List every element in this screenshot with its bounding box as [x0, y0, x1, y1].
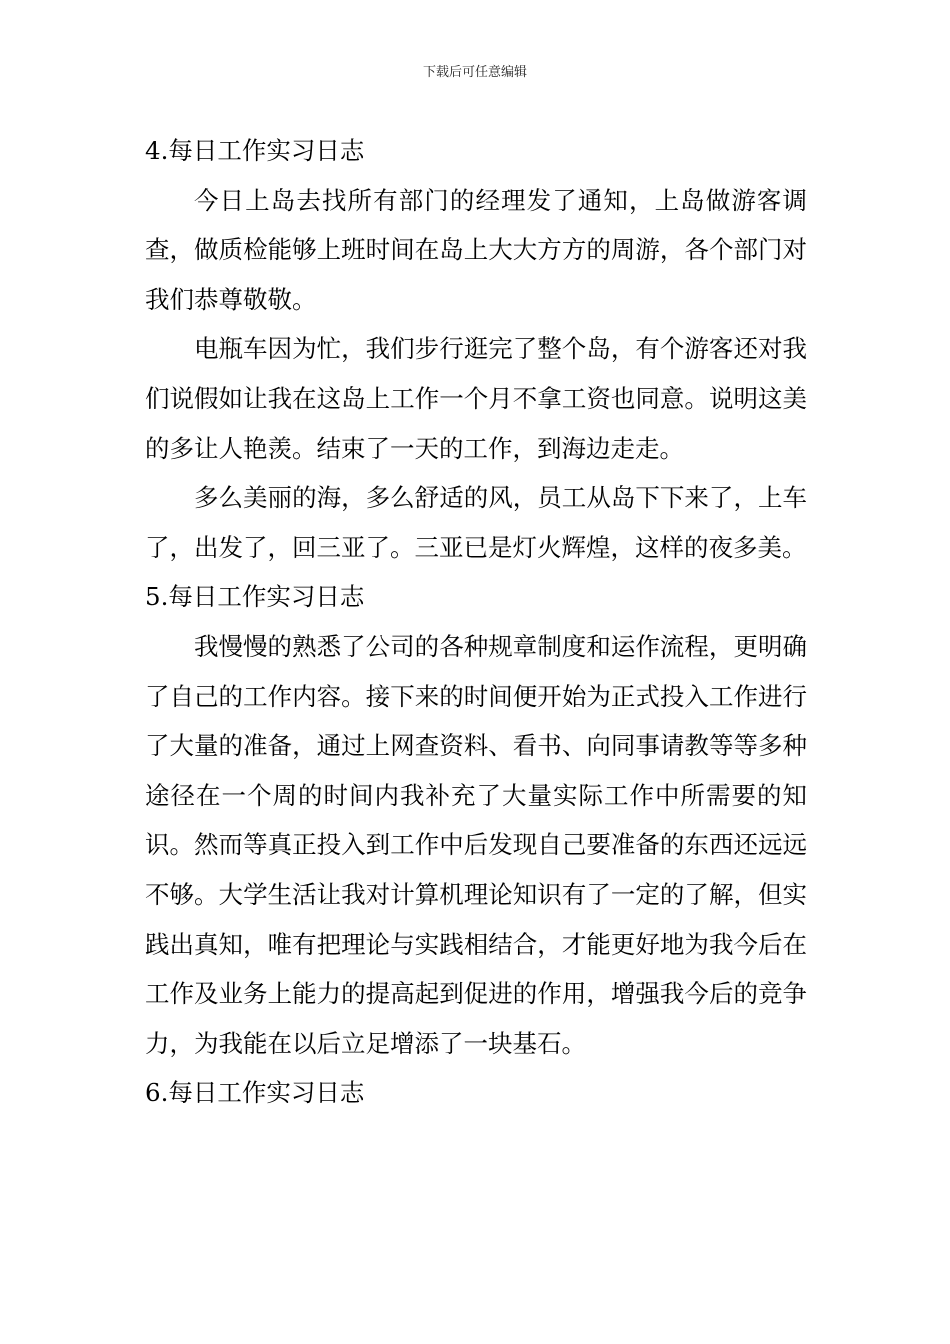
section-heading: 4.每日工作实习日志 [145, 136, 365, 165]
log-section-5 [145, 572, 807, 1068]
section-heading: 5.每日工作实习日志 [145, 582, 365, 612]
log-section-4 [145, 126, 807, 572]
paragraph: 我慢慢的熟悉了公司的各种规章制度和运作流程，更明确了自己的工作内容。接下来的时间便开始为正式投入工作进行了大量的准备，通过上网查资料、看书、向同事请教等等多种途径在一个周的时间内我补充了大量实际工作中所需要的知识。然而等真正投入到工作中后发现自己要准备的东西还远远不够。大学生活让我对计算机理论知识有了一定的了解，但实践出真知，唯有把理论与实践相结合，才能更好地为我今后在工作及业务上能力的提高起到促进的作用，增强我今后的竞争力，为我能在以后立足增添了一块基石。 [145, 631, 807, 1058]
paragraph: 今日上岛去找所有部门的经理发了通知，上岛做游客调查，做质检能够上班时间在岛上大大方方的周游，各个部门对我们恭尊敬敬。 [145, 185, 807, 314]
section-heading: 6.每日工作实习日志 [145, 1078, 365, 1108]
paragraph: 多么美丽的海，多么舒适的风，员工从岛下下来了，上车了，出发了，回三亚了。三亚已是灯火辉煌，这样的夜多美。 [145, 483, 807, 562]
paragraph: 电瓶车因为忙，我们步行逛完了整个岛，有个游客还对我们说假如让我在这岛上工作一个月不拿工资也同意。说明这美的多让人艳羡。结束了一天的工作，到海边走走。 [145, 334, 807, 463]
page-header: 下载后可任意编辑 [422, 65, 527, 80]
document-body [145, 126, 807, 1118]
log-section-6 [145, 1068, 807, 1118]
